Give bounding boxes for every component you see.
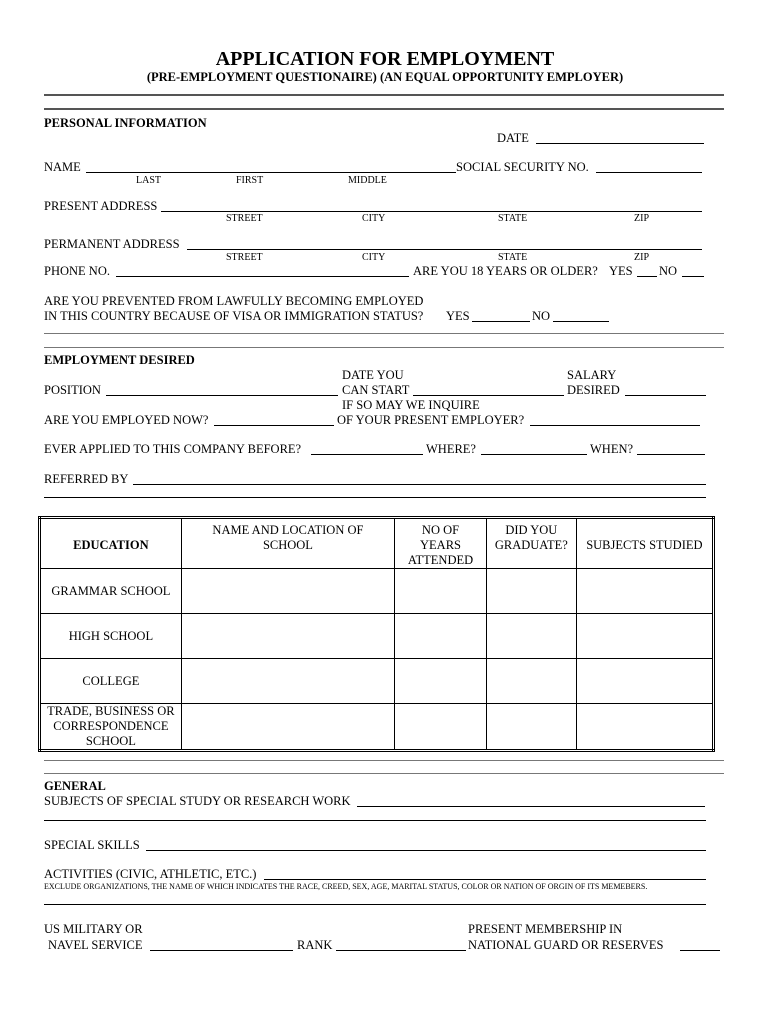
position-field[interactable] <box>106 395 338 396</box>
date-field[interactable] <box>536 143 704 144</box>
desired-label: DESIRED <box>567 383 620 397</box>
section-heading-general: GENERAL <box>44 779 106 793</box>
divider <box>44 760 724 761</box>
school-col-header: NAME AND LOCATION OF SCHOOL <box>181 518 394 569</box>
education-header-row <box>40 518 714 569</box>
date-you-label: DATE YOU <box>342 368 404 382</box>
street-caption: STREET <box>226 252 263 263</box>
phone-field[interactable] <box>116 276 409 277</box>
table-cell[interactable] <box>395 659 487 704</box>
age-question: ARE YOU 18 YEARS OR OLDER? <box>413 264 598 278</box>
age-no-field[interactable] <box>682 276 704 277</box>
grammar-school-label: GRAMMAR SCHOOL <box>40 569 182 614</box>
position-label: POSITION <box>44 383 101 397</box>
education-table <box>38 516 715 752</box>
table-row <box>40 569 714 614</box>
military-label-line1: US MILITARY OR <box>44 922 143 936</box>
date-label: DATE <box>497 131 529 145</box>
graduate-col-header: DID YOU GRADUATE? <box>486 518 576 569</box>
street-caption: STREET <box>226 213 263 224</box>
table-cell[interactable] <box>181 659 394 704</box>
state-caption: STATE <box>498 252 528 263</box>
permanent-address-field[interactable] <box>187 249 702 250</box>
visa-question-line1: ARE YOU PREVENTED FROM LAWFULLY BECOMING EMPLOYED <box>44 294 424 308</box>
inquire-label-line1: IF SO MAY WE INQUIRE <box>342 398 480 412</box>
special-skills-field[interactable] <box>146 850 706 851</box>
when-field[interactable] <box>637 454 705 455</box>
table-row <box>40 614 714 659</box>
name-label: NAME <box>44 160 81 174</box>
activities-label: ACTIVITIES (CIVIC, ATHLETIC, ETC.) <box>44 867 257 881</box>
zip-caption: ZIP <box>634 213 649 224</box>
age-yes-label: YES <box>609 264 633 278</box>
name-field[interactable] <box>86 172 456 173</box>
exclude-note: EXCLUDE ORGANIZATIONS, THE NAME OF WHICH INDICATES THE RACE, CREED, SEX, AGE, MARITAL STATUS, COLOR OR NATION OF ORGIN OF ITS MEMEBERS. <box>44 882 648 891</box>
blank-line[interactable] <box>44 497 706 498</box>
education-col-header: EDUCATION <box>40 518 182 569</box>
table-row <box>40 704 714 751</box>
table-cell[interactable] <box>181 569 394 614</box>
table-cell[interactable] <box>395 569 487 614</box>
inquire-label-line2: OF YOUR PRESENT EMPLOYER? <box>337 413 525 427</box>
visa-no-field[interactable] <box>553 321 609 322</box>
table-cell[interactable] <box>486 569 576 614</box>
special-study-field[interactable] <box>357 806 705 807</box>
divider <box>44 94 724 96</box>
where-field[interactable] <box>481 454 587 455</box>
guard-field[interactable] <box>680 950 720 951</box>
ssn-field[interactable] <box>596 172 702 173</box>
employed-now-label: ARE YOU EMPLOYED NOW? <box>44 413 209 427</box>
form-title: APPLICATION FOR EMPLOYMENT <box>215 48 555 70</box>
blank-line[interactable] <box>44 820 706 821</box>
ever-applied-field[interactable] <box>311 454 423 455</box>
zip-caption: ZIP <box>634 252 649 263</box>
activities-field[interactable] <box>264 879 706 880</box>
table-cell[interactable] <box>576 659 713 704</box>
phone-label: PHONE NO. <box>44 264 110 278</box>
divider <box>44 773 724 774</box>
city-caption: CITY <box>362 252 386 263</box>
visa-yes-label: YES <box>446 309 470 323</box>
table-cell[interactable] <box>181 704 394 751</box>
military-label-line2: NAVEL SERVICE <box>48 938 143 952</box>
college-label: COLLEGE <box>40 659 182 704</box>
guard-label-line1: PRESENT MEMBERSHIP IN <box>468 922 623 936</box>
referred-by-field[interactable] <box>133 484 706 485</box>
trade-school-label: TRADE, BUSINESS OR CORRESPONDENCE SCHOOL <box>40 704 182 751</box>
table-cell[interactable] <box>486 704 576 751</box>
salary-field[interactable] <box>625 395 706 396</box>
present-address-label: PRESENT ADDRESS <box>44 199 158 213</box>
start-date-field[interactable] <box>413 395 564 396</box>
employed-now-field[interactable] <box>214 425 334 426</box>
divider <box>44 347 724 348</box>
special-study-label: SUBJECTS OF SPECIAL STUDY OR RESEARCH WORK <box>44 794 351 808</box>
state-caption: STATE <box>498 213 528 224</box>
table-cell[interactable] <box>181 614 394 659</box>
ever-applied-label: EVER APPLIED TO THIS COMPANY BEFORE? <box>44 442 302 456</box>
city-caption: CITY <box>362 213 386 224</box>
form-subtitle: (PRE-EMPLOYMENT QUESTIONAIRE) (AN EQUAL OPPORTUNITY EMPLOYER) <box>146 70 624 84</box>
last-name-caption: LAST <box>136 175 161 186</box>
table-row <box>40 659 714 704</box>
guard-label-line2: NATIONAL GUARD OR RESERVES <box>468 938 664 952</box>
inquire-field[interactable] <box>530 425 700 426</box>
where-label: WHERE? <box>426 442 476 456</box>
permanent-address-label: PERMANENT ADDRESS <box>44 237 180 251</box>
subjects-col-header: SUBJECTS STUDIED <box>576 518 713 569</box>
table-cell[interactable] <box>395 704 487 751</box>
divider <box>44 333 724 334</box>
section-heading-employment: EMPLOYMENT DESIRED <box>44 353 195 367</box>
rank-label: RANK <box>297 938 333 952</box>
referred-by-label: REFERRED BY <box>44 472 129 486</box>
age-no-label: NO <box>659 264 678 278</box>
ssn-label: SOCIAL SECURITY NO. <box>456 160 589 174</box>
age-yes-field[interactable] <box>637 276 657 277</box>
table-cell[interactable] <box>576 569 713 614</box>
table-cell[interactable] <box>395 614 487 659</box>
table-cell[interactable] <box>576 704 713 751</box>
high-school-label: HIGH SCHOOL <box>40 614 182 659</box>
rank-field[interactable] <box>336 950 466 951</box>
military-service-field[interactable] <box>150 950 293 951</box>
middle-name-caption: MIDDLE <box>348 175 387 186</box>
divider <box>44 108 724 110</box>
table-cell[interactable] <box>486 614 576 659</box>
years-col-header: NO OF YEARS ATTENDED <box>395 518 487 569</box>
section-heading-personal: PERSONAL INFORMATION <box>44 116 207 130</box>
present-address-field[interactable] <box>161 211 702 212</box>
when-label: WHEN? <box>590 442 634 456</box>
visa-yes-field[interactable] <box>472 321 530 322</box>
visa-no-label: NO <box>532 309 551 323</box>
first-name-caption: FIRST <box>236 175 264 186</box>
visa-question-line2: IN THIS COUNTRY BECAUSE OF VISA OR IMMIGRATION STATUS? <box>44 309 424 323</box>
salary-label: SALARY <box>567 368 617 382</box>
special-skills-label: SPECIAL SKILLS <box>44 838 140 852</box>
can-start-label: CAN START <box>342 383 410 397</box>
blank-line[interactable] <box>44 904 706 905</box>
table-cell[interactable] <box>576 614 713 659</box>
table-cell[interactable] <box>486 659 576 704</box>
